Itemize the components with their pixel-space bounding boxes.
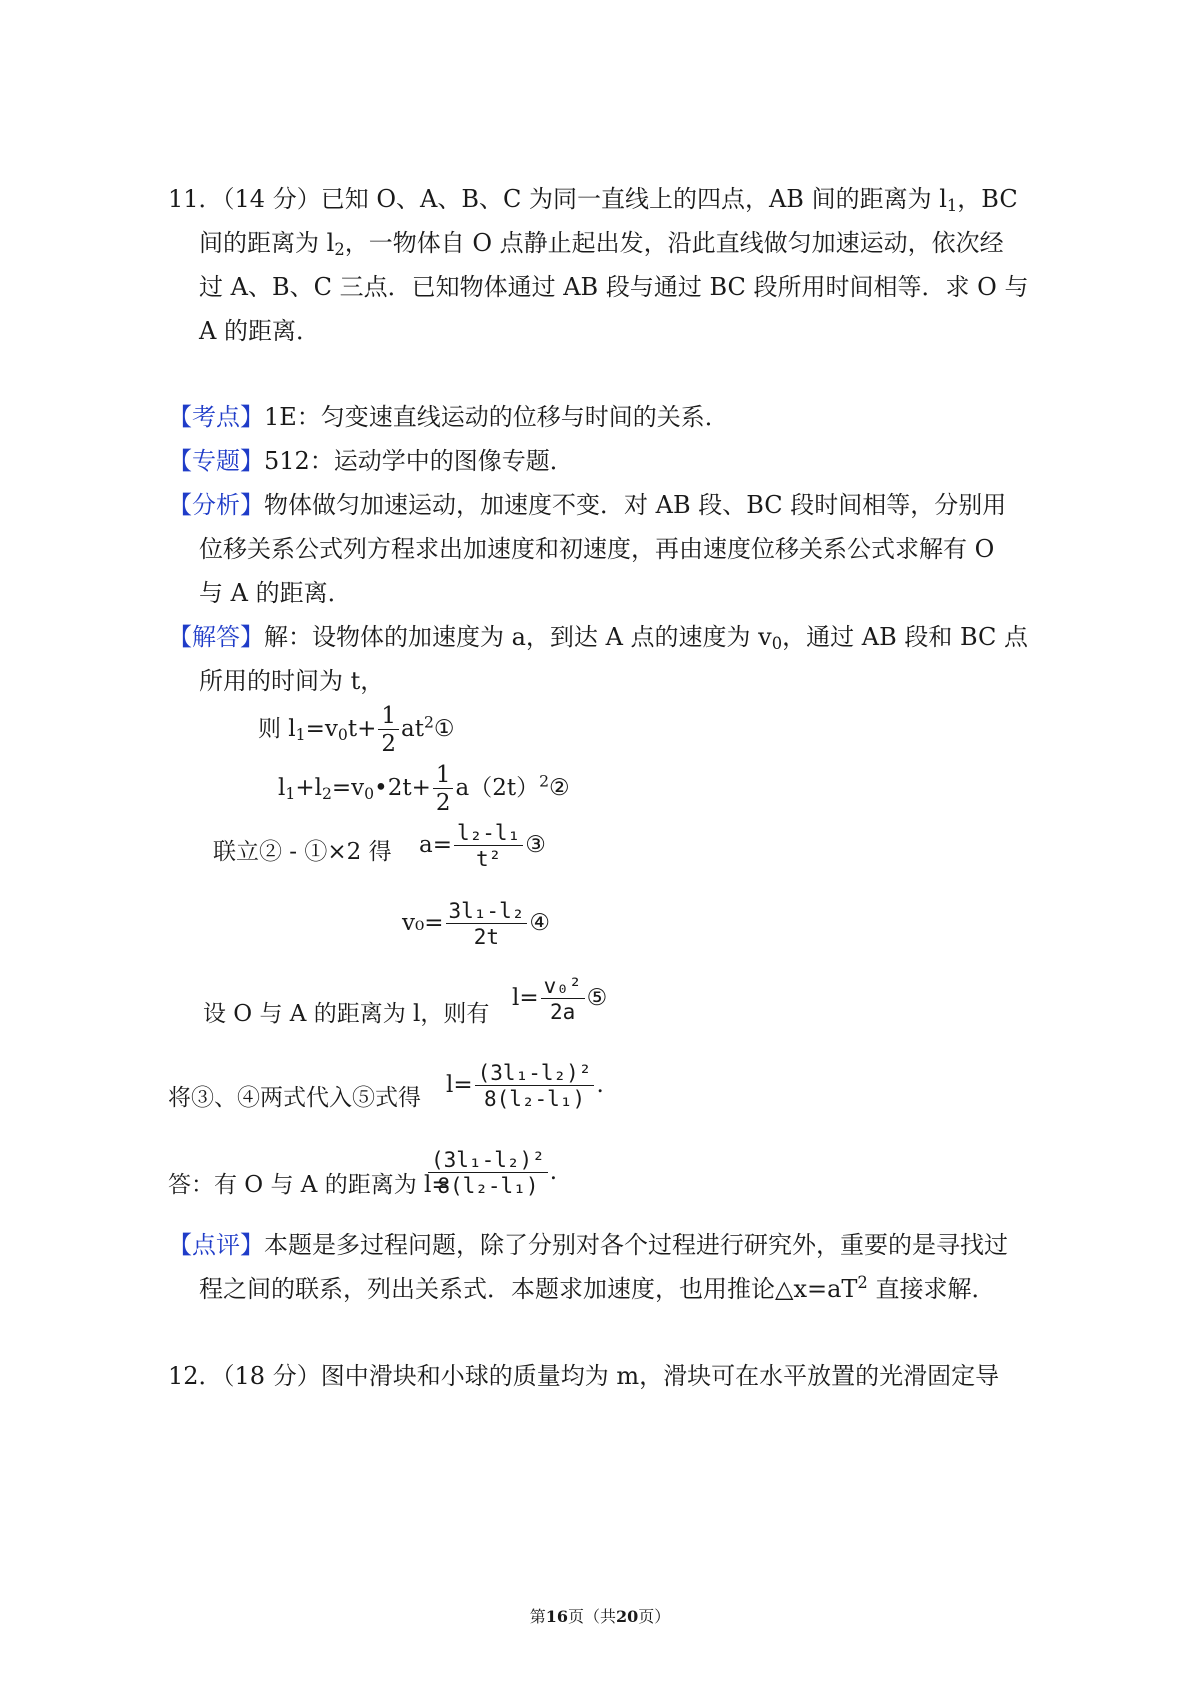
- equation-3-label: 联立② - ①×2 得: [213, 839, 392, 865]
- dianping-tag: 【点评】: [168, 1231, 264, 1259]
- q12-line-1: 12．（18 分）图中滑块和小球的质量均为 m，滑块可在水平放置的光滑固定导: [168, 1362, 1000, 1390]
- zhuanti-tag: 【专题】: [168, 447, 264, 475]
- equation-6: l= $\frac{\text{(3l₁-l₂)²}}{\text{8(l₂-l₁)}}$ .: [446, 1061, 604, 1112]
- jieda-tag: 【解答】: [168, 623, 264, 651]
- dianping-line-1: 【点评】本题是多过程问题，除了分别对各个过程进行研究外，重要的是寻找过: [168, 1231, 1008, 1259]
- answer-label: 答：有 O 与 A 的距离为 l=: [168, 1172, 451, 1198]
- fraction-answer: $\frac{\text{(3l₁-l₂)²}}{\text{8(l₂-l₁)}}$: [428, 1149, 548, 1197]
- page-footer: 第16页（共20页）: [529, 1607, 671, 1626]
- fenxi-line-3: 与 A 的距离．: [199, 579, 352, 607]
- kaodian-tag: 【考点】: [168, 403, 264, 431]
- q11-line-4: A 的距离．: [199, 317, 320, 345]
- fenxi-line-1: 【分析】物体做匀加速运动，加速度不变．对 AB 段、BC 段时间相等，分别用: [168, 491, 1007, 519]
- jieda-line-1: 【解答】解：设物体的加速度为 a，到达 A 点的速度为 $v_0$，通过 AB 段和 BC 点: [168, 623, 1029, 654]
- fraction-initial-velocity: $\frac{\text{3l₁-l₂}}{2t}$: [446, 900, 528, 948]
- fraction-acceleration: $\frac{\text{l₂-l₁}}{\text{t²}}$: [454, 822, 523, 870]
- equation-1: 则 $l_1=v_0t+$ $\frac{1}{2}$ $at^2①$: [258, 703, 455, 758]
- fraction-distance: $\frac{\text{v₀²}}{2a}$: [541, 975, 585, 1023]
- fraction-result: $\frac{\text{(3l₁-l₂)²}}{\text{8(l₂-l₁)}}$: [475, 1062, 595, 1110]
- fenxi-line-2: 位移关系公式列方程求出加速度和初速度，再由速度位移关系公式求解有 O: [199, 535, 995, 563]
- q11-line-2: 间的距离为 $l_2$，一物体自 O 点静止起出发，沿此直线做匀加速运动，依次经: [199, 229, 1004, 260]
- fraction-one-half: $\frac{1}{2}$: [378, 704, 399, 756]
- equation-5: l= $\frac{\text{v₀²}}{2a}$ ⑤: [512, 974, 608, 1025]
- jieda-line-2: 所用的时间为 t，: [199, 667, 385, 695]
- fraction-one-half: $\frac{1}{2}$: [433, 763, 454, 815]
- zhuanti-line: 【专题】512：运动学中的图像专题．: [168, 447, 574, 475]
- q11-line-3: 过 A、B、C 三点．已知物体通过 AB 段与通过 BC 段所用时间相等．求 O 与: [199, 273, 1029, 301]
- equation-5-label: 设 O 与 A 的距离为 l，则有: [203, 1001, 490, 1027]
- equation-3: a= $\frac{\text{l₂-l₁}}{\text{t²}}$ ③: [419, 821, 546, 872]
- equation-6-label: 将③、④两式代入⑤式得: [168, 1085, 421, 1111]
- fenxi-tag: 【分析】: [168, 491, 264, 519]
- equation-2: $l_1+l_2=v_0•2t+$ $\frac{1}{2}$ $a(2t)^2②$: [278, 762, 570, 817]
- dianping-line-2: 程之间的联系，列出关系式．本题求加速度，也用推论$\triangle x=aT^2$ 直接求解．: [199, 1273, 996, 1303]
- answer-equation: $\frac{\text{(3l₁-l₂)²}}{\text{8(l₂-l₁)}}$ .: [426, 1149, 557, 1197]
- q11-line-1: 11．（14 分）已知 O、A、B、C 为同一直线上的四点，AB 间的距离为 $l_1$，BC: [168, 185, 1018, 216]
- kaodian-line: 【考点】1E：匀变速直线运动的位移与时间的关系．: [168, 403, 729, 431]
- equation-4: v₀= $\frac{\text{3l₁-l₂}}{2t}$ ④: [402, 899, 550, 950]
